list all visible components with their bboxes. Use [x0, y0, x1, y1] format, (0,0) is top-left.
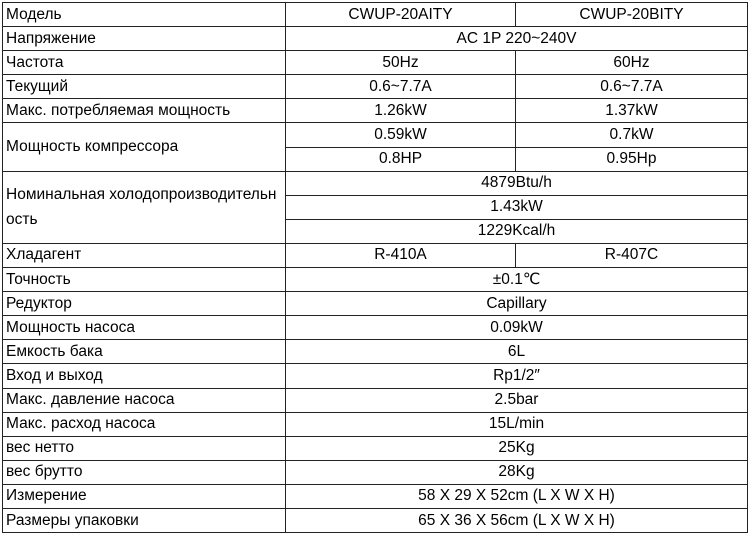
table-row: [3, 51, 748, 75]
value-cell: 60Hz: [516, 51, 748, 75]
value-cell: 0.59kW: [286, 123, 516, 147]
value-cell: 25Kg: [286, 436, 748, 460]
value-cell: 0.6~7.7A: [516, 75, 748, 99]
table-row: [3, 268, 748, 292]
row-label: Модель: [3, 3, 286, 27]
value-cell: 0.7kW: [516, 123, 748, 147]
value-cell: 1.43kW: [286, 195, 748, 219]
table-row: [3, 316, 748, 340]
value-cell: Rp1/2″: [286, 364, 748, 388]
table-row: [3, 75, 748, 99]
table-row: [3, 27, 748, 51]
table-row: [3, 123, 748, 147]
row-label: Мощность насоса: [3, 316, 286, 340]
value-cell: CWUP-20AITY: [286, 3, 516, 27]
table-row: [3, 460, 748, 484]
value-cell: 2.5bar: [286, 388, 748, 412]
value-cell: 0.95Hp: [516, 147, 748, 171]
value-cell: 15L/min: [286, 412, 748, 436]
value-cell: 0.8HP: [286, 147, 516, 171]
row-label: Размеры упаковки: [3, 508, 286, 532]
row-label: Частота: [3, 51, 286, 75]
value-cell: 28Kg: [286, 460, 748, 484]
row-label: Измерение: [3, 484, 286, 508]
row-label: Макс. потребляемая мощность: [3, 99, 286, 123]
value-cell: 6L: [286, 340, 748, 364]
row-label: Точность: [3, 268, 286, 292]
row-label: Редуктор: [3, 292, 286, 316]
table-row: [3, 171, 748, 195]
value-cell: ±0.1℃: [286, 268, 748, 292]
value-cell: R-410A: [286, 243, 516, 267]
table-row: [3, 388, 748, 412]
value-cell: 1229Kcal/h: [286, 219, 748, 243]
value-cell: 4879Btu/h: [286, 171, 748, 195]
value-cell: 0.09kW: [286, 316, 748, 340]
row-label: Текущий: [3, 75, 286, 99]
row-label: Вход и выход: [3, 364, 286, 388]
value-cell: 1.26kW: [286, 99, 516, 123]
table-row: [3, 436, 748, 460]
row-label: Хладагент: [3, 243, 286, 267]
row-label: Макс. давление насоса: [3, 388, 286, 412]
table-row: [3, 3, 748, 27]
row-label: Емкость бака: [3, 340, 286, 364]
row-label: Мощность компрессора: [3, 123, 286, 171]
value-cell: 58 X 29 X 52cm (L X W X H): [286, 484, 748, 508]
row-label: Номинальная холодопроизводительность: [3, 171, 286, 243]
value-cell: CWUP-20BITY: [516, 3, 748, 27]
table-row: [3, 412, 748, 436]
table-row: [3, 364, 748, 388]
row-label: Напряжение: [3, 27, 286, 51]
value-cell: Capillary: [286, 292, 748, 316]
value-cell: 65 X 36 X 56cm (L X W X H): [286, 508, 748, 532]
value-cell: R-407C: [516, 243, 748, 267]
row-label: вес брутто: [3, 460, 286, 484]
value-cell: 1.37kW: [516, 99, 748, 123]
table-row: [3, 340, 748, 364]
row-label: Макс. расход насоса: [3, 412, 286, 436]
table-row: [3, 243, 748, 267]
table-row: [3, 508, 748, 532]
spec-table: [2, 2, 748, 533]
table-row: [3, 484, 748, 508]
table-row: [3, 99, 748, 123]
value-cell: 50Hz: [286, 51, 516, 75]
value-cell: AC 1P 220~240V: [286, 27, 748, 51]
row-label: вес нетто: [3, 436, 286, 460]
value-cell: 0.6~7.7A: [286, 75, 516, 99]
table-row: [3, 292, 748, 316]
